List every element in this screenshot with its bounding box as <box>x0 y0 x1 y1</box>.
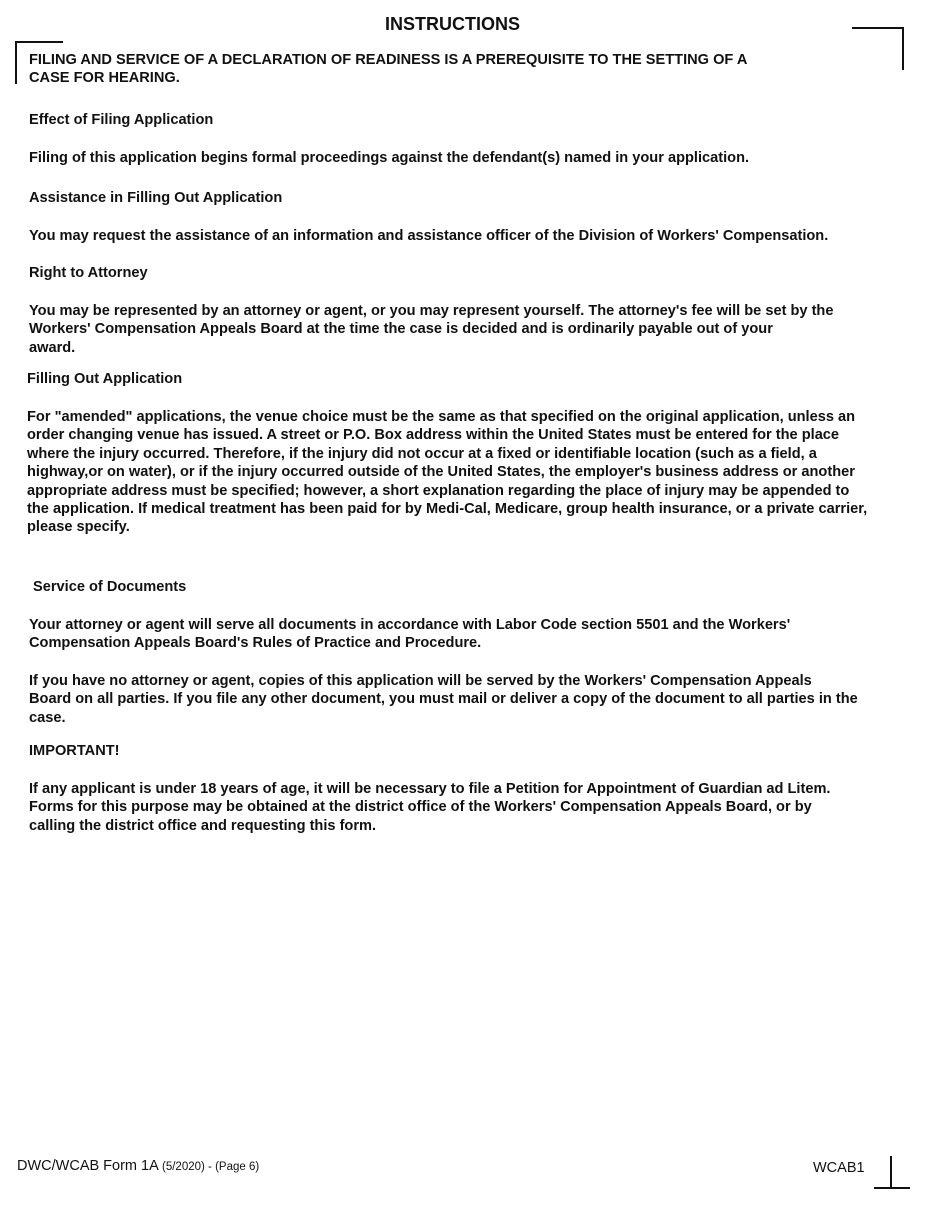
section-body-assistance <box>29 227 828 245</box>
section-body-service-p1 <box>29 616 790 653</box>
body-line: calling the district office and requesting this form. <box>29 817 377 834</box>
body-line: Board on all parties. If you file any other document, you must mail or deliver a copy of the document to all parties in the <box>29 691 858 708</box>
section-heading-filling: Filling Out Application <box>27 371 183 387</box>
section-heading-important: IMPORTANT! <box>29 743 120 759</box>
body-line: please specify. <box>27 519 130 536</box>
section-heading-service: Service of Documents <box>33 579 187 595</box>
corner-mark-top-left-horizontal <box>15 41 63 43</box>
page-title: INSTRUCTIONS <box>385 14 520 34</box>
corner-mark-bottom-right-horizontal <box>874 1187 910 1189</box>
body-line: order changing venue has issued. A street or P.O. Box address within the United States must be entered for the place <box>27 427 840 444</box>
notice-line: FILING AND SERVICE OF A DECLARATION OF READINESS IS A PREREQUISITE TO THE SETTING OF A <box>29 52 748 68</box>
body-line: the application. If medical treatment has been paid for by Medi-Cal, Medicare, group health insurance, or a private carrier, <box>27 501 868 518</box>
section-heading-assistance: Assistance in Filling Out Application <box>29 190 283 206</box>
body-line: appropriate address must be specified; however, a short explanation regarding the place of injury may be appended to <box>27 482 850 499</box>
footer-form-meta: (5/2020) - (Page 6) <box>162 1161 260 1173</box>
body-line: For "amended" applications, the venue choice must be the same as that specified on the original application, unless an <box>27 409 856 425</box>
corner-mark-top-left-vertical <box>15 41 17 84</box>
body-line: If any applicant is under 18 years of age, it will be necessary to file a Petition for Appointment of Guardian ad Litem. <box>29 781 831 797</box>
body-line: Your attorney or agent will serve all documents in accordance with Labor Code section 5501 and the Workers' <box>29 617 791 633</box>
footer-form-name: DWC/WCAB Form 1A <box>17 1158 158 1174</box>
section-body-attorney <box>29 302 833 357</box>
body-line: case. <box>29 709 66 726</box>
body-line: Filing of this application begins formal proceedings against the defendant(s) named in your application. <box>29 150 750 166</box>
body-line: Forms for this purpose may be obtained at the district office of the Workers' Compensation Appeals Board, or by <box>29 799 812 816</box>
body-line: where the injury occurred. Therefore, if the injury did not occur at a fixed or identifiable location (such as a field, a <box>27 445 817 462</box>
body-line: You may request the assistance of an information and assistance officer of the Division of Workers' Compensation. <box>29 228 829 244</box>
section-heading-attorney: Right to Attorney <box>29 265 148 281</box>
body-line: You may be represented by an attorney or agent, or you may represent yourself. The attorney's fee will be set by the <box>29 303 834 319</box>
body-line: award. <box>29 339 76 356</box>
section-body-important <box>29 780 830 835</box>
section-body-service-p2 <box>29 672 858 727</box>
section-heading-effect: Effect of Filing Application <box>29 112 214 128</box>
body-line: Workers' Compensation Appeals Board at the time the case is decided and is ordinarily payable out of your <box>29 321 773 338</box>
section-body-effect <box>29 149 749 167</box>
section-body-filling <box>27 408 867 537</box>
notice-line: CASE FOR HEARING. <box>29 70 180 87</box>
readiness-notice <box>29 51 747 88</box>
corner-mark-bottom-right-vertical <box>890 1156 892 1188</box>
body-line: If you have no attorney or agent, copies of this application will be served by the Workers' Compensation Appeals <box>29 673 812 689</box>
footer-form-id <box>17 1158 259 1174</box>
footer-form-code: WCAB1 <box>813 1160 865 1176</box>
body-line: highway,or on water), or if the injury occurred outside of the United States, the employer's business address or another <box>27 464 855 481</box>
body-line: Compensation Appeals Board's Rules of Practice and Procedure. <box>29 635 482 652</box>
